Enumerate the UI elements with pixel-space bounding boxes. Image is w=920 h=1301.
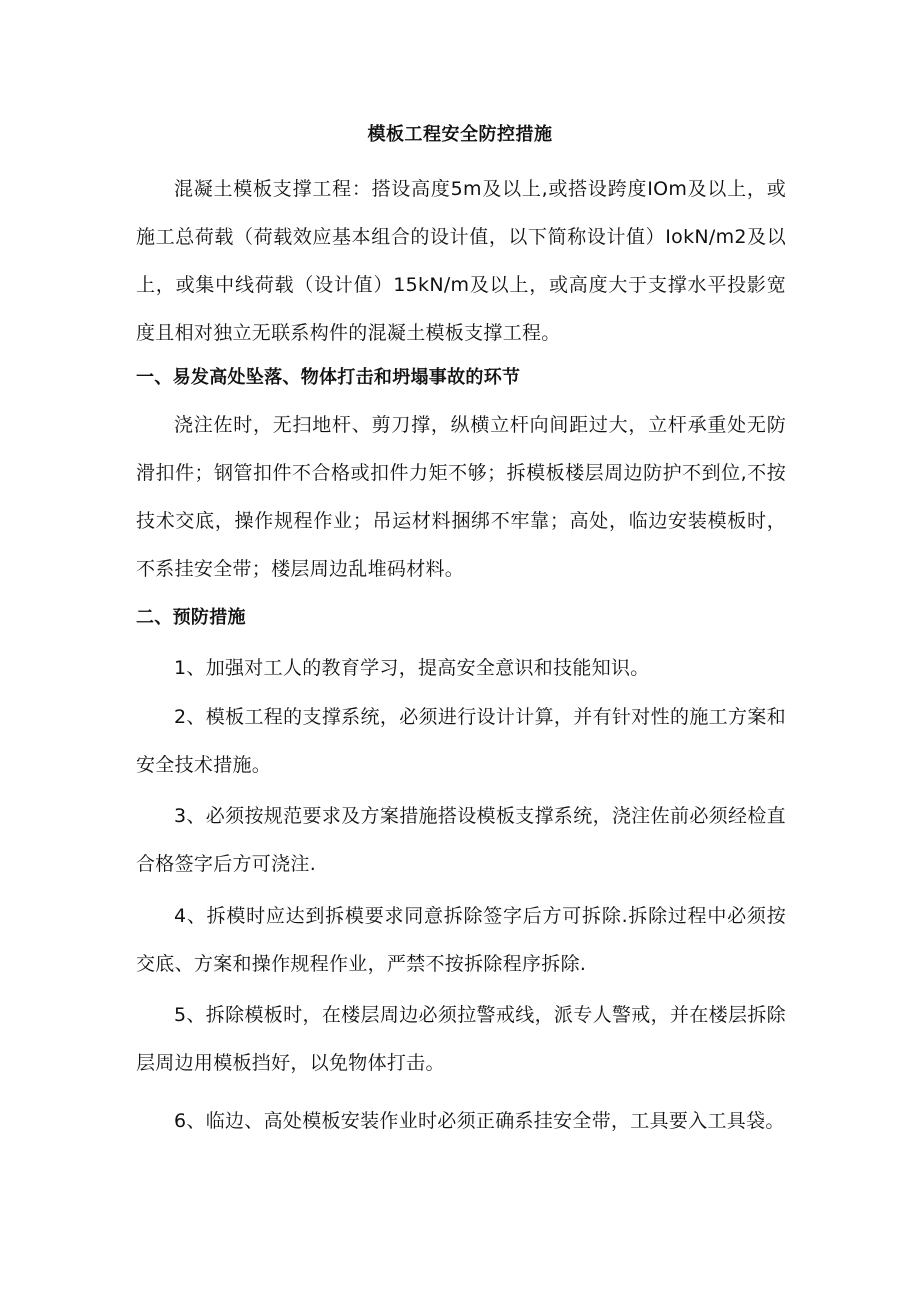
measure-item-1: 1、加强对工人的教育学习，提高安全意识和技能知识。 xyxy=(174,657,650,679)
section-2-heading: 二、预防措施 xyxy=(136,607,246,628)
intro-paragraph: 混凝土模板支撑工程：搭设高度5m及以上,或搭设跨度IOm及以上，或施工总荷载（荷载效应基本组合的设计值，以下简称设计值）IokN/m2及以上，或集中线荷载（设计值）15kN∕m及以上，或高度大于支撑水平投影宽度且相对独立无联系构件的混凝土模板支撑工程。 xyxy=(136,178,786,344)
document-title: 模板工程安全防控措施 xyxy=(367,124,553,145)
measure-item-3: 3、必须按规范要求及方案措施搭设模板支撑系统，浇注佐前必须经检直合格签字后方可浇注. xyxy=(136,805,786,875)
measure-item-2: 2、模板工程的支撑系统，必须进行设计计算，并有针对性的施工方案和安全技术措施。 xyxy=(136,706,786,776)
measure-item-5: 5、拆除模板时，在楼层周边必须拉警戒线，派专人警戒，并在楼层拆除层周边用模板挡好，以免物体打击。 xyxy=(136,1004,786,1074)
section-1-body: 浇注佐时，无扫地杆、剪刀撑，纵横立杆向间距过大，立杆承重处无防滑扣件；钢管扣件不合格或扣件力矩不够；拆模板楼层周边防护不到位,不按技术交底，操作规程作业；吊运材料捆绑不牢靠；高处，临边安装模板时，不系挂安全带；楼层周边乱堆码材料。 xyxy=(136,414,786,580)
measure-item-6: 6、临边、高处模板安装作业时必须正确系挂安全带，工具要入工具袋。 xyxy=(174,1110,785,1132)
measure-item-4: 4、拆模时应达到拆模要求同意拆除签字后方可拆除.拆除过程中必须按交底、方案和操作规程作业，严禁不按拆除程序拆除. xyxy=(136,905,786,975)
section-1-heading: 一、易发高处坠落、物体打击和坍塌事故的环节 xyxy=(136,367,521,388)
